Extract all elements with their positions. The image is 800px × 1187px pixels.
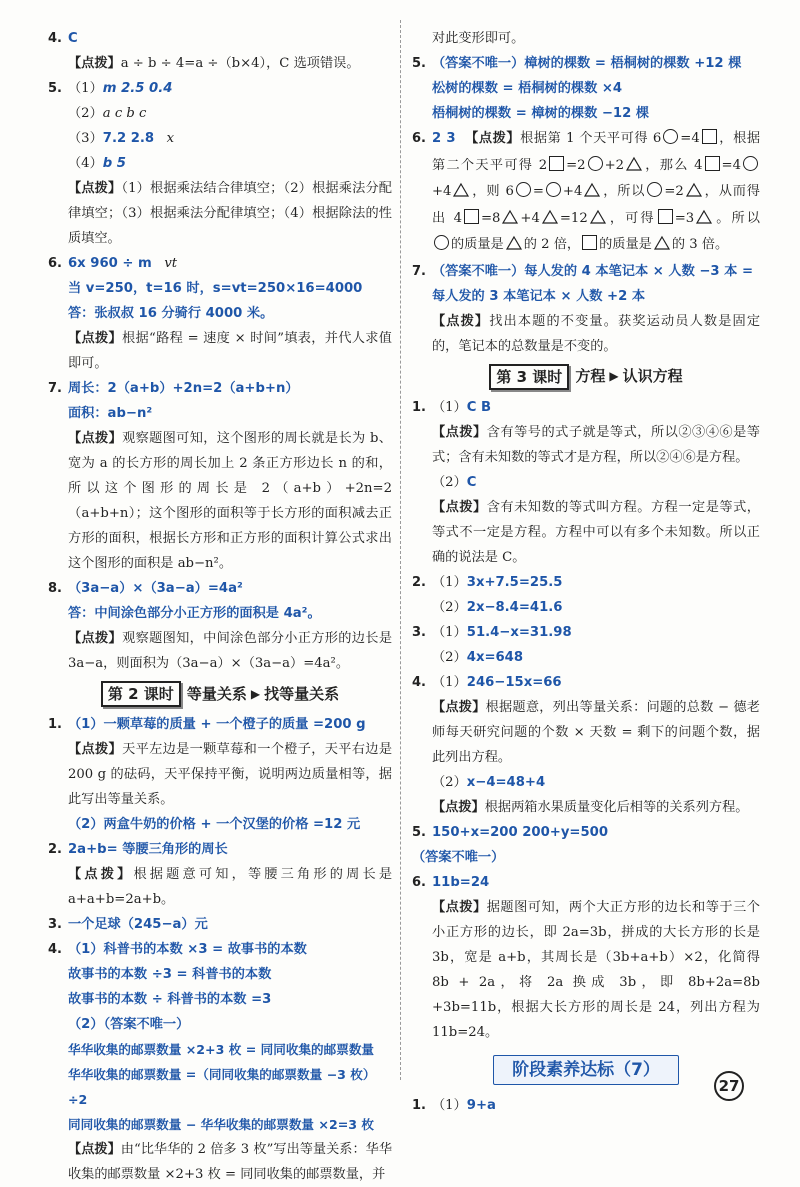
l3-q4: 4. （1） 246−15x=66 [412,674,562,690]
l3-q3: 3. （1） 51.4−x=31.98 [412,624,572,640]
l2-q1-2: （2）两盒牛奶的价格 + 一个汉堡的价格 =12 元 [68,817,361,832]
l3-q5-note: （答案不唯一） [412,849,505,865]
triangle-icon [686,183,702,197]
q5-4: （4）b 5 [68,156,126,171]
q5-b: 松树的棵数 = 梧桐树的棵数 ×4 [432,81,623,96]
triangle-icon [590,210,606,224]
l2-q4-tip: 【点拨】由“比华华的 2 倍多 3 枚”写出等量关系：华华收集的邮票数量 ×2+3 枚 = 同同收集的邮票数量，并 [68,1142,393,1182]
circle-icon [546,182,561,197]
l2-q4-2: （2）（答案不唯一） [68,1017,190,1032]
q5-1: 5. （1） m 2.5 0.4 [48,81,173,96]
l3-q2: 2. （1） 3x+7.5=25.5 [412,574,563,590]
left-column [48,26,392,1187]
q7-tip: 【点拨】找出本题的不变量。获奖运动员人数是固定的，笔记本的总数量是不变的。 [432,313,761,354]
q5-c: 梧桐树的棵数 = 樟树的棵数 −12 棵 [432,106,650,121]
l3-q3-2: （2）4x=648 [432,649,524,665]
circle-icon [516,182,531,197]
square-icon [705,156,720,171]
circle-icon [434,235,449,250]
lesson-3-header: 第 3 课时 方程 ▶ 认识方程 [412,361,760,393]
triangle-icon [506,236,522,250]
l2-q4-1b: 故事书的本数 ÷3 = 科普书的本数 [68,967,272,982]
l2-q4-1c: 故事书的本数 ÷ 科普书的本数 =3 [68,992,272,1007]
square-icon [464,209,479,224]
q8-tip: 【点拨】观察题图知，中间涂色部分小正方形的边长是 3a−a，则面积为（3a−a）×（3a−a）=4a²。 [68,631,393,671]
triangle-icon [453,183,469,197]
l2-q4-2c: 同同收集的邮票数量 − 华华收集的邮票数量 ×2=3 枚 [68,1117,375,1132]
q5-tip: 【点拨】（1）根据乘法结合律填空；（2）根据乘法分配律填空；（3）根据乘法分配律填空；（4）根据除法的性质填空。 [68,181,392,246]
lesson-2-header: 第 2 课时 等量关系 ▶ 找等量关系 [48,678,392,710]
q5: 5. （答案不唯一）樟树的棵数 = 梧桐树的棵数 +12 棵 [412,56,742,71]
q5-2: （2）a c b c [68,106,147,121]
l3-q4-tip2: 【点拨】根据两箱水果质量变化后相等的关系列方程。 [432,799,749,815]
q6-answer: 答：张叔叔 16 分骑行 4000 米。 [68,306,274,321]
q5-3: （3）7.2 2.8 x [68,131,175,146]
l3-q6-tip: 【点拨】据题图可知，两个大正方形的边长和等于三个小正方形的边长，即 2a=3b，拼成的大长方形的长是 3b，宽是 a+b，其周长是（3b+a+b）×2，化简得 8b + 2a，将 2a 换成 3b，即 8b+2a=8b +3b=11b，根据大长方形的周长是 24，列出方程为 11b=24。 [432,899,760,1040]
q8: 8. （3a−a）×（3a−a）=4a² [48,581,243,596]
triangle-icon [696,210,712,224]
l3-q4-2: （2）x−4=48+4 [432,774,546,790]
page-number: 27 [714,1071,744,1101]
triangle-icon [654,236,670,250]
triangle-icon [542,210,558,224]
l3-q4-tip: 【点拨】根据题意，列出等量关系：问题的总数 − 德老师每天研究问题的个数 × 天数 = 剩下的问题个数，据此列出方程。 [432,699,760,765]
column-divider [400,20,401,1080]
q4: 4. C [48,26,392,51]
q4-tip: 【点拨】a ÷ b ÷ 4=a ÷（b×4），C 选项错误。 [68,56,360,71]
triangle-icon [584,183,600,197]
q6-tip: 【点拨】根据“路程 = 速度 × 时间”填表，并代人求值即可。 [68,331,392,371]
l2-q1-tip: 【点拨】天平左边是一颗草莓和一个橙子，天平右边是 200 g 的砝码，天平保持平衡，说明两边质量相等，据此写出等量关系。 [68,742,393,807]
square-icon [582,235,597,250]
q6: 6. 2 3 【点拨】根据第 1 个天平可得 6 =4 ，根据第二个天平可得 2 =2 +2 ，那么 4 =4+4 ，则 6 = +4 ，所以 =2 ，从而得出 4 =8 +4 =12 ，可得 =3 。所以的质量是 的 2 倍， 的质量是 的 3 倍。 [412,131,761,252]
circle-icon [663,129,678,144]
triangle-right-icon: ▶ [609,369,619,383]
continued-text: 对此变形即可。 [432,31,525,46]
q8-answer: 答：中间涂色部分小正方形的面积是 4a²。 [68,606,321,621]
triangle-icon [502,210,518,224]
square-icon [702,129,717,144]
l2-q4-2b: 华华收集的邮票数量 =（同同收集的邮票数量 −3 枚）÷2 [68,1067,376,1107]
l2-q4: 4. （1）科普书的本数 ×3 = 故事书的本数 [48,942,307,957]
triangle-right-icon: ▶ [250,686,261,701]
q7-tip: 【点拨】观察题图可知，这个图形的周长就是长为 b、宽为 a 的长方形的周长加上 2 条正方形边长 n 的和，所以这个图形的周长是 2（a+b）+2n=2（a+b+n）；这个图形的面积等于长方形的面积减去正方形的面积，根据长方形和正方形的面积计算公式求出这个图形的面积是 ab−n²。 [68,431,392,571]
circle-icon [647,182,662,197]
l2-q2: 2. 2a+b= 等腰三角形的周长 [48,842,228,857]
q6: 6. 6x 960 ÷ m vt [48,256,178,271]
square-icon [549,156,564,171]
q7: 7. （答案不唯一）每人发的 4 本笔记本 × 人数 −3 本 = [412,263,754,279]
circle-icon [743,156,758,171]
l3-q1-2: （2）C [432,474,477,490]
q7-b: 每人发的 3 本笔记本 × 人数 +2 本 [432,288,646,304]
l2-q2-tip: 【点拨】根据题意可知，等腰三角形的周长是 a+a+b=2a+b。 [68,867,393,907]
q6-calc: 当 v=250，t=16 时，s=vt=250×16=4000 [68,281,363,296]
l3-q1-tip2: 【点拨】含有未知数的等式叫方程。方程一定是等式，等式不一定是方程。方程中可以有多个未知数。所以正确的说法是 C。 [432,499,760,565]
l3-q1: 1. （1） C B [412,399,492,415]
square-icon [658,209,673,224]
triangle-icon [626,157,642,171]
stage-q1: 1. （1） 9+a [412,1097,496,1113]
q7: 7. 周长：2（a+b）+2n=2（a+b+n） [48,381,299,396]
l3-q6: 6. 11b=24 [412,874,490,890]
q7-area: 面积：ab−n² [68,406,153,421]
l2-q3: 3. 一个足球（245−a）元 [48,917,208,932]
l3-q1-tip: 【点拨】含有等号的式子就是等式，所以②③④⑥是等式；含有未知数的等式才是方程，所以②④⑥是方程。 [432,424,760,465]
l2-q1: 1. （1）一颗草莓的质量 + 一个橙子的质量 =200 g [48,717,366,732]
q4-answer: C [68,31,78,46]
stage-header: 阶段素养达标（7） [412,1055,760,1085]
l3-q2-2: （2）2x−8.4=41.6 [432,599,563,615]
l3-q5: 5. 150+x=200 200+y=500 [412,824,609,840]
l2-q4-2a: 华华收集的邮票数量 ×2+3 枚 = 同同收集的邮票数量 [68,1042,375,1057]
right-column [412,26,760,1118]
circle-icon [588,156,603,171]
